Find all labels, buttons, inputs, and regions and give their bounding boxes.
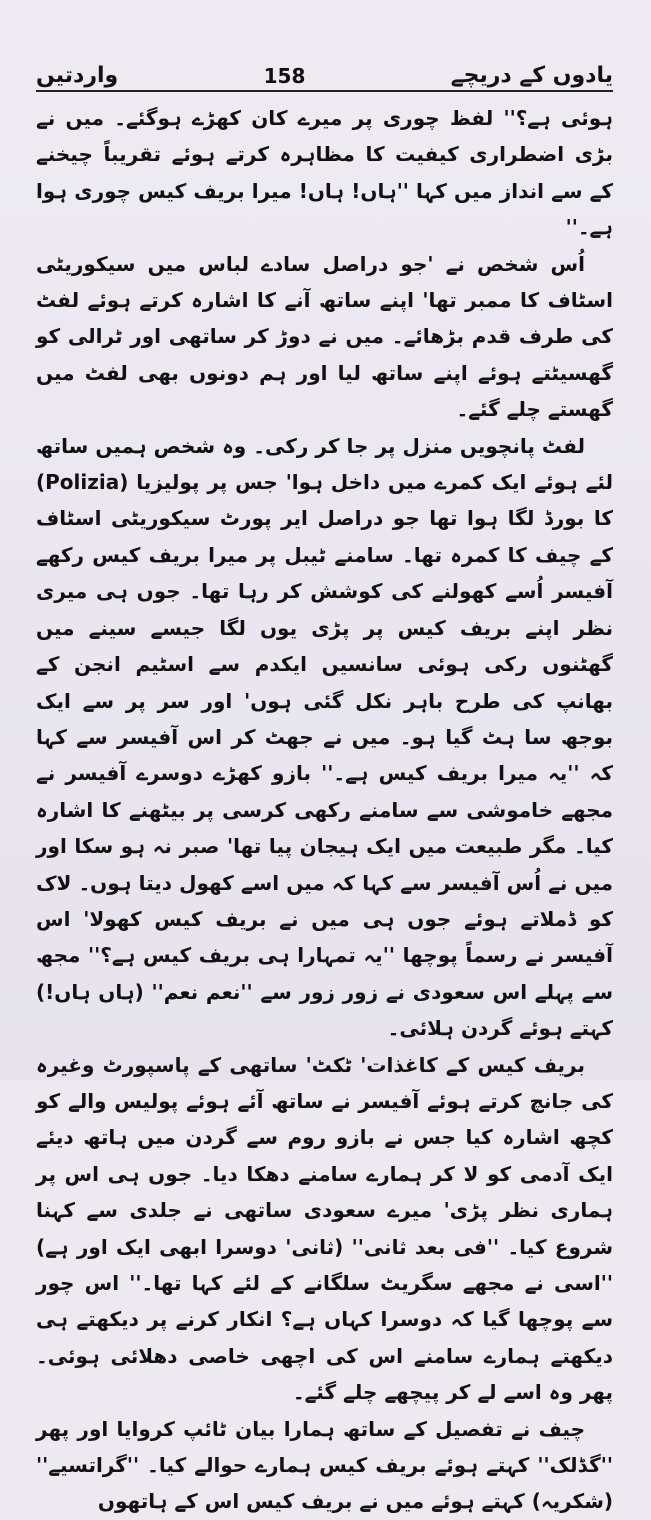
book-title: یادوں کے دریچے bbox=[450, 63, 613, 88]
paragraph: ہوئی ہے؟'' لفظ چوری پر میرے کان کھڑے ہوگئے۔ میں نے بڑی اضطراری کیفیت کا مظاہرہ کرتے ہوئے تقریباً چیخنے کے سے انداز میں کہا ''ہاں! ہاں! میرا بریف کیس چوری ہوا ہے۔'' bbox=[36, 106, 613, 240]
chapter-title: واردتیں bbox=[36, 63, 119, 88]
page-number: 158 bbox=[263, 64, 306, 88]
paragraph: چیف نے تفصیل کے ساتھ ہمارا بیان ٹائپ کروایا اور پھر ''گڈلک'' کہتے ہوئے بریف کیس ہمارے حوالے کیا۔ ''گراتسیے'' (شکریہ) کہتے ہوئے میں نے بریف کیس اس کے ہاتھوں bbox=[36, 1416, 613, 1514]
page-body bbox=[36, 100, 613, 1520]
paragraph: لفٹ پانچویں منزل پر جا کر رکی۔ وہ شخص ہمیں ساتھ لئے ہوئے ایک کمرے میں داخل ہوا' جس پر پولیزیا (Polizia) کا بورڈ لگا ہوا تھا جو دراصل ایر پورٹ سیکوریٹی اسٹاف کے چیف کا کمرہ تھا۔ سامنے ٹیبل پر میرا بریف کیس رکھے آفیسر اُسے کھولنے کی کوشش کر رہا تھا۔ جوں ہی میری نظر اپنے بریف کیس پر پڑی یوں لگا جیسے سینے میں گھٹنوں رکی ہوئی سانسیں ایکدم سے اسٹیم انجن کے بھانپ کی طرح باہر نکل گئی ہوں' اور سر پر سے ایک بوجھ سا ہٹ گیا ہو۔ میں نے جھٹ کر اس آفیسر سے کہا کہ ''یہ میرا بریف کیس ہے۔'' بازو کھڑے دوسرے آفیسر نے مجھے خاموشی سے سامنے رکھی کرسی پر بیٹھنے کا اشارہ کیا۔ مگر طبیعت میں ایک ہیجان پیا تھا' صبر نہ ہو سکا اور میں نے اُس آفیسر سے کہا کہ میں اسے کھول دیتا ہوں۔ لاک کو ڈملاتے ہوئے جوں ہی میں نے بریف کیس کھولا' اس آفیسر نے رسماً پوچھا ''یہ تمہارا ہی بریف کیس ہے؟'' مجھ سے پہلے اس سعودی نے زور زور سے ''نعم نعم'' (ہاں ہاں!) کہتے ہوئے گردن ہلائی۔ bbox=[36, 433, 613, 1041]
paragraph: بریف کیس کے کاغذات' ٹکٹ' ساتھی کے پاسپورٹ وغیرہ کی جانچ کرتے ہوئے آفیسر نے ساتھ آئے ہوئے پولیس والے کو کچھ اشارہ کیا جس نے بازو روم سے گردن میں ہاتھ دیئے ایک آدمی کو لا کر ہمارے سامنے دھکا دیا۔ جوں ہی اس پر ہماری نظر پڑی' میرے سعودی ساتھی نے جلدی سے کہنا شروع کیا۔ ''فی بعد ثانی'' (ثانی' دوسرا ابھی ایک اور ہے) ''اسی نے مجھے سگریٹ سلگانے کے لئے کہا تھا۔'' اس چور سے پوچھا گیا کہ دوسرا کہاں ہے؟ انکار کرنے پر دیکھتے ہی دیکھتے ہمارے سامنے اس کی اچھی خاصی دھلائی ہوئی۔ پھر وہ اسے لے کر پیچھے چلے گئے۔ bbox=[36, 1052, 613, 1405]
header-rule bbox=[36, 90, 613, 92]
paragraph: اُس شخص نے 'جو دراصل سادے لباس میں سیکوریٹی اسٹاف کا ممبر تھا' اپنے ساتھ آنے کا اشارہ کرتے ہوئے لفٹ کی طرف قدم بڑھائے۔ میں نے دوڑ کر ساتھی اور ٹرالی کو گھسیٹتے ہوئے اپنے ساتھ لیا اور ہم دونوں بھی لفٹ میں گھستے چلے گئے۔ bbox=[36, 251, 613, 422]
page-header bbox=[36, 52, 613, 88]
